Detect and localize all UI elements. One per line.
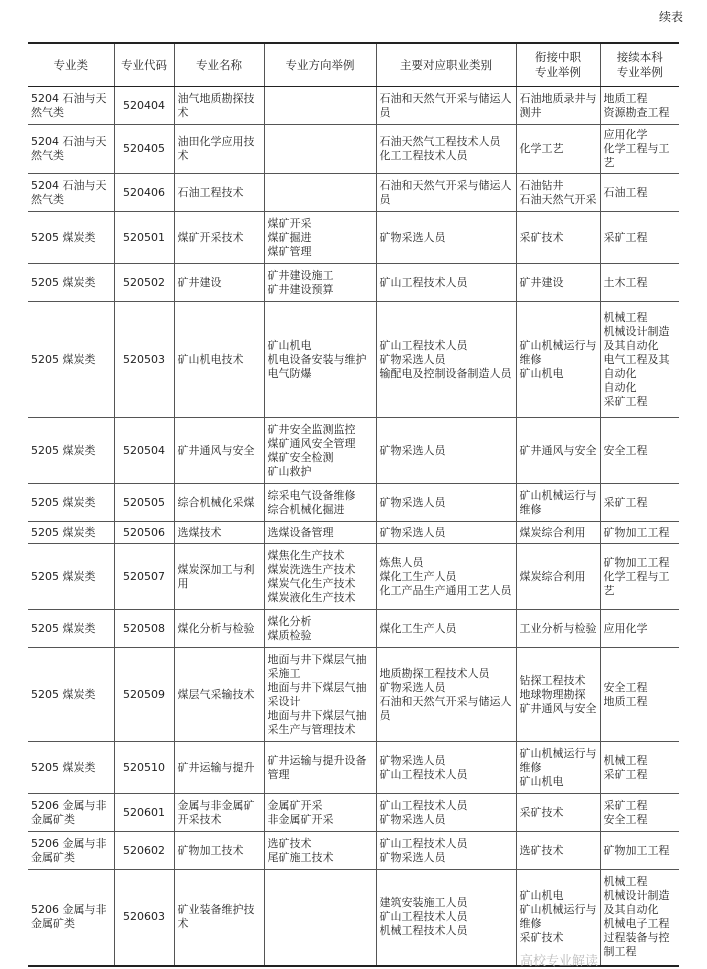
direction-cell: [264, 522, 376, 544]
code-cell: 520405: [114, 125, 174, 174]
table-row: [28, 484, 679, 522]
header-secondary: 衔接中职 专业举例: [516, 43, 600, 87]
category-cell: 5206 金属与非金属矿类: [28, 794, 114, 832]
direction-cell-line: 矿井建设施工: [267, 268, 334, 282]
occupation-cell: [376, 174, 516, 212]
direction-cell-line: 电气防爆: [267, 366, 312, 380]
table-row: [28, 794, 679, 832]
occupation-cell: [376, 87, 516, 125]
direction-cell: [264, 870, 376, 966]
bachelor-cell: [600, 212, 679, 264]
direction-cell: [264, 832, 376, 870]
occupation-cell: [376, 648, 516, 742]
occupation-cell: [376, 484, 516, 522]
category-cell: 5205 煤炭类: [28, 264, 114, 302]
occupation-cell-line: 输配电及控制设备制造人员: [379, 366, 512, 380]
direction-cell: [264, 484, 376, 522]
occupation-cell: [376, 544, 516, 610]
occupation-cell-line: 炼焦人员: [379, 555, 424, 569]
secondary-cell: [516, 544, 600, 610]
secondary-cell: [516, 125, 600, 174]
occupation-cell-line: 煤化工生产人员: [379, 621, 457, 635]
direction-cell-line: 选煤设备管理: [267, 525, 334, 539]
secondary-cell-line: 选矿技术: [519, 843, 564, 857]
occupation-cell-line: 矿物采选人员: [379, 443, 446, 457]
code-cell: 520602: [114, 832, 174, 870]
direction-cell-line: 机电设备安装与维护: [267, 352, 367, 366]
code-cell: 520603: [114, 870, 174, 966]
secondary-cell-line: 钻探工程技术: [519, 673, 586, 687]
secondary-cell-line: 化学工艺: [519, 142, 564, 155]
code-cell: 520503: [114, 302, 174, 418]
bachelor-cell-line: 地质工程: [603, 91, 648, 105]
occupation-cell-line: 矿物采选人员: [379, 812, 446, 826]
code-cell: 520508: [114, 610, 174, 648]
direction-cell-line: 矿山救护: [267, 464, 312, 478]
secondary-cell-line: 矿山机电: [519, 774, 564, 788]
code-cell: 520601: [114, 794, 174, 832]
bachelor-cell: [600, 484, 679, 522]
code-cell: 520507: [114, 544, 174, 610]
secondary-cell: [516, 832, 600, 870]
occupation-cell: [376, 610, 516, 648]
direction-cell-line: 煤炭洗选生产技术: [267, 562, 356, 576]
direction-cell-line: 矿井安全监测监控: [267, 422, 356, 436]
occupation-cell: [376, 418, 516, 484]
bachelor-cell: [600, 832, 679, 870]
header-name: 专业名称: [174, 43, 264, 87]
direction-cell: [264, 87, 376, 125]
direction-cell: [264, 610, 376, 648]
table-row: [28, 264, 679, 302]
secondary-cell-line: 工业分析与检验: [519, 621, 597, 635]
category-cell: 5205 煤炭类: [28, 522, 114, 544]
code-cell: 520504: [114, 418, 174, 484]
category-cell: 5205 煤炭类: [28, 544, 114, 610]
secondary-cell-line: 石油地质录井与测井: [519, 91, 597, 119]
bachelor-cell-line: 土木工程: [603, 275, 648, 289]
secondary-cell-line: 矿井通风与安全: [519, 443, 597, 457]
bachelor-cell-line: 采矿工程: [603, 495, 648, 509]
occupation-cell-line: 矿物采选人员: [379, 352, 446, 366]
name-cell: 油气地质勘探技术: [174, 87, 264, 125]
direction-cell: [264, 794, 376, 832]
occupation-cell: [376, 264, 516, 302]
category-cell: 5204 石油与天然气类: [28, 87, 114, 125]
direction-cell-line: 煤化分析: [267, 614, 312, 628]
occupation-cell-line: 矿物采选人员: [379, 495, 446, 509]
bachelor-cell: [600, 648, 679, 742]
bachelor-cell: [600, 87, 679, 125]
secondary-cell: [516, 794, 600, 832]
majors-table: [28, 42, 679, 967]
secondary-cell-line: 矿山机械运行与维修: [519, 338, 597, 366]
secondary-cell-line: 石油天然气开采: [519, 192, 597, 206]
table-row: [28, 832, 679, 870]
occupation-cell-line: 石油和天然气开采与储运人员: [379, 91, 512, 119]
code-cell: 520501: [114, 212, 174, 264]
code-cell: 520404: [114, 87, 174, 125]
header-direction: 专业方向举例: [264, 43, 376, 87]
direction-cell: [264, 302, 376, 418]
name-cell: 煤层气采输技术: [174, 648, 264, 742]
secondary-cell: [516, 648, 600, 742]
direction-cell-line: 选矿技术: [267, 836, 312, 850]
category-cell: 5206 金属与非金属矿类: [28, 832, 114, 870]
bachelor-cell-line: 安全工程: [603, 443, 648, 457]
table-row: [28, 174, 679, 212]
header-occupation: 主要对应职业类别: [376, 43, 516, 87]
bachelor-cell-line: 机械工程: [603, 310, 648, 324]
category-cell: 5205 煤炭类: [28, 742, 114, 794]
bachelor-cell-line: 机械工程: [603, 875, 648, 889]
name-cell: 选煤技术: [174, 522, 264, 544]
code-cell: 520506: [114, 522, 174, 544]
occupation-cell-line: 石油和天然气开采与储运人员: [379, 178, 512, 206]
direction-cell-line: 地面与井下煤层气抽采设计: [267, 680, 367, 708]
direction-cell-line: 尾矿施工技术: [267, 850, 334, 864]
occupation-cell: [376, 794, 516, 832]
secondary-cell-line: 矿山机械运行与维修: [519, 488, 597, 516]
header-category: 专业类: [28, 43, 114, 87]
bachelor-cell-line: 矿物加工工程: [603, 555, 670, 569]
name-cell: 矿井通风与安全: [174, 418, 264, 484]
occupation-cell-line: 矿物采选人员: [379, 525, 446, 539]
bachelor-cell-line: 采矿工程: [603, 394, 648, 408]
occupation-cell-line: 矿物采选人员: [379, 230, 446, 244]
header-code: 专业代码: [114, 43, 174, 87]
bachelor-cell-line: 采矿工程: [603, 230, 648, 244]
direction-cell: [264, 212, 376, 264]
bachelor-cell-line: 应用化学: [603, 128, 648, 141]
secondary-cell: [516, 174, 600, 212]
name-cell: 煤矿开采技术: [174, 212, 264, 264]
code-cell: 520406: [114, 174, 174, 212]
watermark: 高校专业解读: [520, 954, 599, 969]
secondary-cell: [516, 418, 600, 484]
secondary-cell-line: 矿山机械运行与维修: [519, 746, 597, 774]
direction-cell-line: 煤焦化生产技术: [267, 548, 345, 562]
bachelor-cell-line: 石油工程: [603, 185, 648, 199]
table-header: [28, 43, 679, 87]
direction-cell-line: 煤矿通风安全管理: [267, 436, 356, 450]
bachelor-cell: [600, 264, 679, 302]
bachelor-cell-line: 自动化: [603, 380, 637, 394]
occupation-cell: [376, 302, 516, 418]
bachelor-cell-line: 安全工程: [603, 812, 648, 826]
occupation-cell-line: 矿山工程技术人员: [379, 798, 468, 812]
occupation-cell-line: 地质勘探工程技术人员: [379, 666, 490, 680]
occupation-cell-line: 机械工程技术人员: [379, 924, 468, 938]
secondary-cell: [516, 484, 600, 522]
table-row: [28, 212, 679, 264]
table-body: [28, 87, 679, 966]
bachelor-cell-line: 过程装备与控制工程: [603, 931, 670, 959]
bachelor-cell-line: 机械设计制造及其自动化: [603, 324, 670, 352]
occupation-cell-line: 矿山工程技术人员: [379, 338, 468, 352]
name-cell: 矿业装备维护技术: [174, 870, 264, 966]
direction-cell: [264, 418, 376, 484]
name-cell: 油田化学应用技术: [174, 125, 264, 174]
secondary-cell: [516, 87, 600, 125]
bachelor-cell-line: 采矿工程: [603, 767, 648, 781]
secondary-cell: [516, 302, 600, 418]
bachelor-cell: [600, 125, 679, 174]
name-cell: 矿物加工技术: [174, 832, 264, 870]
table-row: [28, 125, 679, 174]
occupation-cell-line: 矿物采选人员: [379, 850, 446, 864]
table-row: [28, 302, 679, 418]
direction-cell: [264, 174, 376, 212]
bachelor-cell: [600, 544, 679, 610]
code-cell: 520505: [114, 484, 174, 522]
secondary-cell: [516, 742, 600, 794]
category-cell: 5204 石油与天然气类: [28, 174, 114, 212]
occupation-cell-line: 石油天然气工程技术人员: [379, 135, 501, 148]
bachelor-cell: [600, 742, 679, 794]
occupation-cell-line: 建筑安装施工人员: [379, 896, 468, 910]
occupation-cell-line: 矿山工程技术人员: [379, 767, 468, 781]
secondary-cell: [516, 610, 600, 648]
table-row: [28, 610, 679, 648]
category-cell: 5205 煤炭类: [28, 212, 114, 264]
direction-cell-line: 煤炭气化生产技术: [267, 576, 356, 590]
secondary-cell-line: 矿井通风与安全: [519, 701, 597, 715]
bachelor-cell: [600, 610, 679, 648]
direction-cell-line: 煤矿掘进: [267, 230, 312, 244]
secondary-cell-line: 矿井建设: [519, 275, 564, 289]
occupation-cell-line: 矿山工程技术人员: [379, 836, 468, 850]
secondary-cell-line: 矿山机械运行与维修: [519, 903, 597, 931]
table-row: [28, 648, 679, 742]
direction-cell-line: 矿井建设预算: [267, 282, 334, 296]
occupation-cell: [376, 125, 516, 174]
bachelor-cell-line: 机械设计制造及其自动化: [603, 889, 670, 917]
category-cell: 5205 煤炭类: [28, 610, 114, 648]
category-cell: 5205 煤炭类: [28, 418, 114, 484]
occupation-cell-line: 石油和天然气开采与储运人员: [379, 694, 512, 722]
bachelor-cell-line: 矿物加工工程: [603, 525, 670, 539]
secondary-cell-line: 采矿技术: [519, 931, 564, 945]
occupation-cell-line: 矿物采选人员: [379, 680, 446, 694]
bachelor-cell-line: 化学工程与工艺: [603, 142, 670, 169]
table-row: [28, 742, 679, 794]
category-cell: 5205 煤炭类: [28, 302, 114, 418]
category-cell: 5205 煤炭类: [28, 484, 114, 522]
secondary-cell: [516, 522, 600, 544]
direction-cell-line: 综采电气设备维修: [267, 488, 356, 502]
bachelor-cell-line: 电气工程及其自动化: [603, 352, 670, 380]
direction-cell-line: 金属矿开采: [267, 798, 323, 812]
occupation-cell-line: 矿山工程技术人员: [379, 275, 468, 289]
direction-cell: [264, 648, 376, 742]
direction-cell-line: 煤矿管理: [267, 244, 312, 258]
bachelor-cell-line: 地质工程: [603, 694, 648, 708]
secondary-cell-line: 矿山机电: [519, 889, 564, 903]
bachelor-cell: [600, 794, 679, 832]
direction-cell-line: 煤炭液化生产技术: [267, 590, 356, 604]
secondary-cell-line: 采矿技术: [519, 805, 564, 819]
occupation-cell-line: 煤化工生产人员: [379, 569, 457, 583]
bachelor-cell-line: 化学工程与工艺: [603, 569, 670, 597]
name-cell: 金属与非金属矿开采技术: [174, 794, 264, 832]
bachelor-cell: [600, 174, 679, 212]
occupation-cell-line: 矿山工程技术人员: [379, 910, 468, 924]
bachelor-cell: [600, 418, 679, 484]
header-bachelor: 接续本科 专业举例: [600, 43, 679, 87]
table-row: [28, 544, 679, 610]
category-cell: 5205 煤炭类: [28, 648, 114, 742]
direction-cell-line: 地面与井下煤层气抽采生产与管理技术: [267, 708, 367, 736]
name-cell: 石油工程技术: [174, 174, 264, 212]
code-cell: 520509: [114, 648, 174, 742]
secondary-cell-line: 煤炭综合利用: [519, 569, 586, 583]
bachelor-cell: [600, 870, 679, 966]
name-cell: 矿山机电技术: [174, 302, 264, 418]
bachelor-cell: [600, 302, 679, 418]
occupation-cell-line: 矿物采选人员: [379, 753, 446, 767]
name-cell: 矿井建设: [174, 264, 264, 302]
secondary-cell-line: 采矿技术: [519, 230, 564, 244]
occupation-cell-line: 化工工程技术人员: [379, 149, 468, 162]
bachelor-cell: [600, 522, 679, 544]
code-cell: 520502: [114, 264, 174, 302]
direction-cell-line: 矿井运输与提升设备管理: [267, 753, 367, 781]
secondary-cell-line: 煤炭综合利用: [519, 525, 586, 539]
occupation-cell: [376, 742, 516, 794]
secondary-cell-line: 地球物理勘探: [519, 687, 586, 701]
occupation-cell: [376, 870, 516, 966]
direction-cell: [264, 742, 376, 794]
direction-cell-line: 煤质检验: [267, 628, 312, 642]
occupation-cell: [376, 522, 516, 544]
occupation-cell-line: 化工产品生产通用工艺人员: [379, 583, 512, 597]
direction-cell: [264, 544, 376, 610]
direction-cell: [264, 264, 376, 302]
occupation-cell: [376, 832, 516, 870]
table-row: [28, 522, 679, 544]
direction-cell-line: 煤矿安全检测: [267, 450, 334, 464]
secondary-cell: [516, 264, 600, 302]
direction-cell-line: 非金属矿开采: [267, 812, 334, 826]
occupation-cell: [376, 212, 516, 264]
name-cell: 矿井运输与提升: [174, 742, 264, 794]
bachelor-cell-line: 安全工程: [603, 680, 648, 694]
secondary-cell: [516, 212, 600, 264]
code-cell: 520510: [114, 742, 174, 794]
bachelor-cell-line: 资源勘查工程: [603, 105, 670, 119]
direction-cell: [264, 125, 376, 174]
category-cell: 5206 金属与非金属矿类: [28, 870, 114, 966]
bachelor-cell-line: 应用化学: [603, 621, 648, 635]
name-cell: 煤炭深加工与利用: [174, 544, 264, 610]
secondary-cell-line: 矿山机电: [519, 366, 564, 380]
direction-cell-line: 煤矿开采: [267, 216, 312, 230]
table-row: [28, 418, 679, 484]
bachelor-cell-line: 机械工程: [603, 753, 648, 767]
continued-label: 续表: [658, 10, 683, 24]
direction-cell-line: 地面与井下煤层气抽采施工: [267, 652, 367, 680]
direction-cell-line: 综合机械化掘进: [267, 502, 345, 516]
bachelor-cell-line: 机械电子工程: [603, 917, 670, 931]
direction-cell-line: 矿山机电: [267, 338, 312, 352]
name-cell: 煤化分析与检验: [174, 610, 264, 648]
secondary-cell-line: 石油钻井: [519, 178, 564, 192]
table-row: [28, 87, 679, 125]
category-cell: 5204 石油与天然气类: [28, 125, 114, 174]
bachelor-cell-line: 矿物加工工程: [603, 843, 670, 857]
name-cell: 综合机械化采煤: [174, 484, 264, 522]
bachelor-cell-line: 采矿工程: [603, 798, 648, 812]
